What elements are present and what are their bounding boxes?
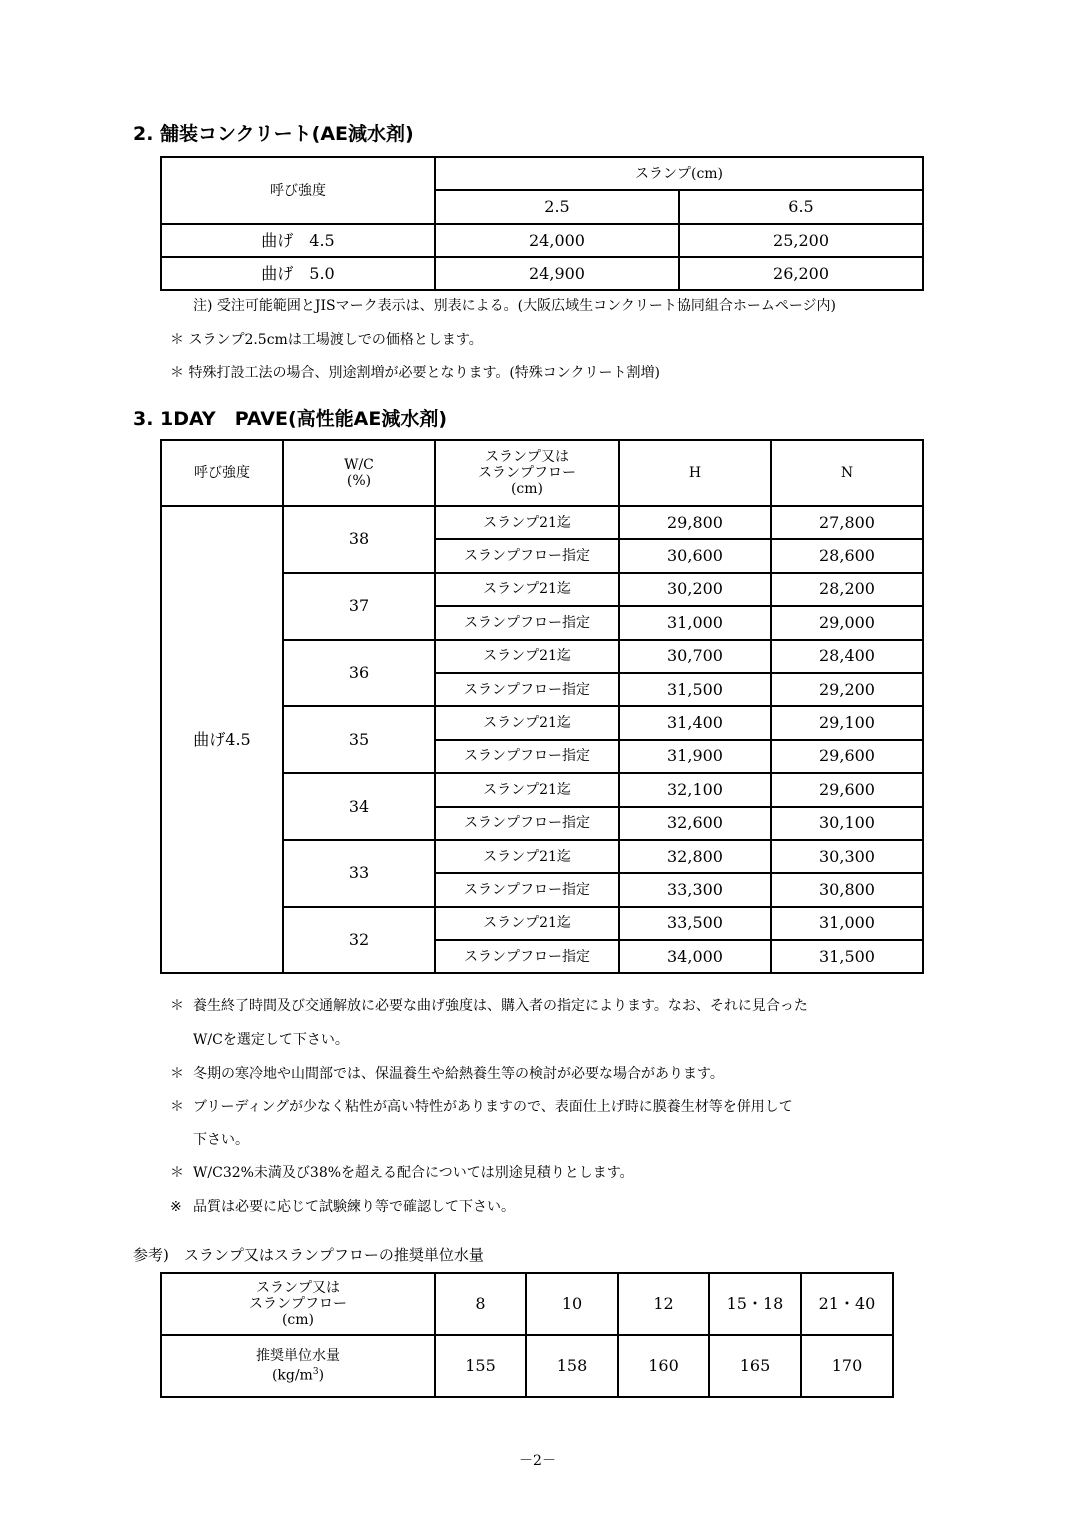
price-h: 31,000: [619, 606, 771, 639]
slump-value: 12: [618, 1273, 709, 1335]
ref-header-slump: スランプ又は スランプフロー (cm): [161, 1273, 435, 1335]
price-cell: 26,200: [679, 257, 923, 290]
price-cell: 25,200: [679, 224, 923, 257]
paving-concrete-price-table: [160, 156, 924, 291]
strength-label: 曲げ 5.0: [161, 257, 435, 290]
slump-value: 15・18: [709, 1273, 801, 1335]
price-h: 30,600: [619, 539, 771, 572]
wc-value: 34: [283, 773, 435, 840]
price-h: 32,100: [619, 773, 771, 806]
strength-label: 曲げ 4.5: [161, 224, 435, 257]
note-mark: ＊: [170, 1099, 184, 1115]
one-day-pave-price-table: [160, 439, 924, 974]
price-n: 28,400: [771, 640, 923, 673]
note-mark: ＊: [170, 1165, 184, 1181]
slump-col: 6.5: [679, 190, 923, 224]
note-line: W/C32%未満及び38%を超える配合については別途見積りとします。: [193, 1165, 634, 1181]
page-number: －2－: [519, 1453, 556, 1469]
header-slump: スランプ又は スランプフロー (cm): [435, 440, 619, 506]
water-value: 155: [435, 1335, 526, 1397]
price-n: 27,800: [771, 506, 923, 539]
header-strength: 呼び強度: [161, 440, 283, 506]
price-h: 34,000: [619, 940, 771, 973]
water-value: 158: [526, 1335, 618, 1397]
price-n: 30,800: [771, 873, 923, 906]
header-n: N: [771, 440, 923, 506]
price-cell: 24,900: [435, 257, 679, 290]
note-line: ブリーディングが少なく粘性が高い特性がありますので、表面仕上げ時に膜養生材等を併用して: [193, 1099, 793, 1115]
slump-type: スランプ21迄: [435, 840, 619, 873]
slump-value: 10: [526, 1273, 618, 1335]
section2-heading: 2. 舗装コンクリート(AE減水剤): [133, 123, 414, 145]
note-special: ＊ 特殊打設工法の場合、別途割増が必要となります。(特殊コンクリート割増): [170, 365, 660, 381]
note-line: 冬期の寒冷地や山間部では、保温養生や給熱養生等の検討が必要な場合があります。: [193, 1066, 724, 1082]
price-n: 28,600: [771, 539, 923, 572]
note-line: W/Cを選定して下さい。: [193, 1032, 349, 1048]
price-n: 29,600: [771, 773, 923, 806]
water-value: 165: [709, 1335, 801, 1397]
section3-heading: 3. 1DAY PAVE(高性能AE減水剤): [133, 408, 448, 430]
header-h: H: [619, 440, 771, 506]
slump-type: スランプフロー指定: [435, 740, 619, 773]
slump-type: スランプフロー指定: [435, 606, 619, 639]
price-n: 29,100: [771, 706, 923, 739]
price-h: 33,500: [619, 907, 771, 940]
price-n: 29,200: [771, 673, 923, 706]
strength-label: 曲げ4.5: [161, 506, 283, 973]
wc-value: 35: [283, 706, 435, 773]
slump-type: スランプ21迄: [435, 573, 619, 606]
water-value: 170: [801, 1335, 893, 1397]
slump-value: 8: [435, 1273, 526, 1335]
slump-type: スランプフロー指定: [435, 673, 619, 706]
slump-type: スランプ21迄: [435, 706, 619, 739]
slump-type: スランプ21迄: [435, 506, 619, 539]
note-mark: ＊: [170, 998, 184, 1014]
ref-water-label: 推奨単位水量 $(kg/m^3)$: [161, 1335, 435, 1397]
slump-type: スランプ21迄: [435, 907, 619, 940]
slump-col: 2.5: [435, 190, 679, 224]
price-h: 32,600: [619, 807, 771, 840]
header-wc: W/C (%): [283, 440, 435, 506]
price-h: 30,700: [619, 640, 771, 673]
wc-value: 32: [283, 907, 435, 974]
header-slump: スランプ(cm): [435, 157, 923, 190]
header-strength: 呼び強度: [161, 157, 435, 224]
price-n: 29,000: [771, 606, 923, 639]
slump-value: 21・40: [801, 1273, 893, 1335]
price-h: 33,300: [619, 873, 771, 906]
price-n: 29,600: [771, 740, 923, 773]
wc-value: 38: [283, 506, 435, 573]
note-line: 下さい。: [193, 1132, 249, 1148]
note-line: 養生終了時間及び交通解放に必要な曲げ強度は、購入者の指定によります。なお、それに見合った: [193, 998, 808, 1014]
note-mark: ※: [170, 1199, 182, 1215]
note-slump: ＊ スランプ2.5cmは工場渡しでの価格とします。: [170, 332, 483, 348]
price-n: 31,500: [771, 940, 923, 973]
slump-type: スランプフロー指定: [435, 539, 619, 572]
wc-value: 37: [283, 573, 435, 640]
price-h: 31,500: [619, 673, 771, 706]
price-cell: 24,000: [435, 224, 679, 257]
wc-value: 33: [283, 840, 435, 907]
water-value: 160: [618, 1335, 709, 1397]
slump-type: スランプ21迄: [435, 773, 619, 806]
note-mark: ＊: [170, 1066, 184, 1082]
reference-caption: 参考) スランプ又はスランプフローの推奨単位水量: [133, 1246, 484, 1264]
price-n: 30,300: [771, 840, 923, 873]
price-h: 32,800: [619, 840, 771, 873]
price-n: 30,100: [771, 807, 923, 840]
note-range: 注) 受注可能範囲とJISマーク表示は、別表による。(大阪広域生コンクリート協同組合ホームページ内): [193, 298, 837, 314]
price-h: 31,400: [619, 706, 771, 739]
price-h: 31,900: [619, 740, 771, 773]
price-n: 28,200: [771, 573, 923, 606]
recommended-water-table: [160, 1272, 894, 1398]
price-h: 29,800: [619, 506, 771, 539]
slump-type: スランプ21迄: [435, 640, 619, 673]
price-n: 31,000: [771, 907, 923, 940]
note-line: 品質は必要に応じて試験練り等で確認して下さい。: [193, 1199, 515, 1215]
slump-type: スランプフロー指定: [435, 940, 619, 973]
wc-value: 36: [283, 640, 435, 707]
slump-type: スランプフロー指定: [435, 873, 619, 906]
price-h: 30,200: [619, 573, 771, 606]
slump-type: スランプフロー指定: [435, 807, 619, 840]
